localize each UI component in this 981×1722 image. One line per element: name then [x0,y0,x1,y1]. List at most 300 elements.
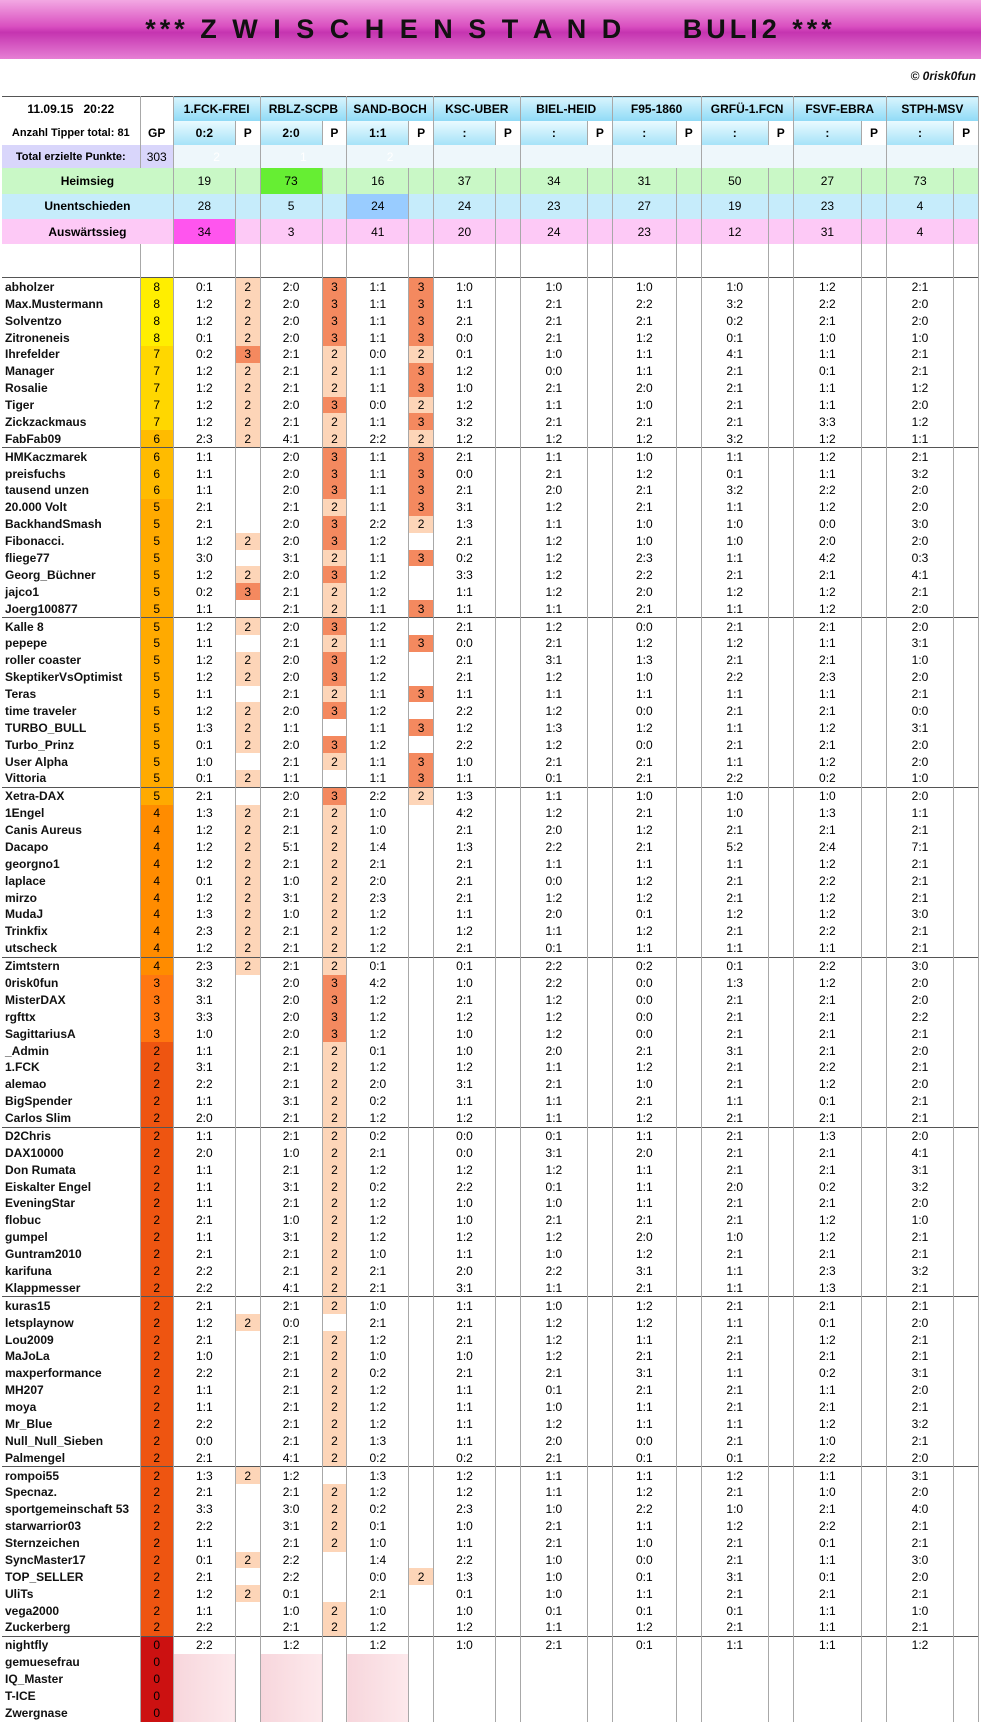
player-name: moya [2,1399,140,1416]
table-row [2,1025,979,1042]
tip-points [496,736,521,753]
tip-score: 1:2 [347,1161,409,1178]
tip-score: 2:0 [886,1042,953,1059]
tip-score: 2:1 [701,1195,768,1212]
player-gp: 3 [140,1008,173,1025]
player-name: alemao [2,1076,140,1093]
tip-points [409,583,434,600]
tip-points [676,787,701,804]
tip-score: 1:2 [173,566,235,583]
tip-points [862,1314,887,1331]
player-gp: 2 [140,1297,173,1314]
tip-score: 2:0 [612,1229,676,1246]
tip-score: 2:0 [793,533,862,550]
tip-points [862,1467,887,1484]
tip-points [768,1552,793,1569]
tip-points [496,957,521,974]
tendency-h-1: 73 [260,168,322,193]
tip-points [496,975,521,992]
tip-points [409,1127,434,1144]
tip-score: 3:3 [433,566,495,583]
tip-score: 2:0 [886,1076,953,1093]
tip-score: 2:2 [701,669,768,686]
tip-points [768,940,793,957]
tip-points [496,465,521,482]
tip-score: 2:1 [260,1059,322,1076]
tip-points: 2 [235,295,260,312]
table-row [2,1263,979,1280]
tendency-gap [322,219,347,244]
tip-points [235,1059,260,1076]
tip-points [862,1704,887,1722]
tip-score: 2:0 [886,1449,953,1466]
tip-score: 1:2 [701,1518,768,1535]
tip-points [862,1110,887,1127]
tip-points: 2 [322,1331,347,1348]
player-gp: 6 [140,430,173,447]
tip-score: 0:2 [793,1365,862,1382]
table-row [2,380,979,397]
tip-points [409,991,434,1008]
tip-points [676,805,701,822]
player-name: letsplaynow [2,1314,140,1331]
tip-points [768,1331,793,1348]
tip-points [235,465,260,482]
tip-points [409,1415,434,1432]
tip-score: 2:1 [260,1195,322,1212]
match-points-4 [520,145,612,168]
player-name: Specnaz. [2,1484,140,1501]
tip-points [322,1568,347,1585]
tip-score [520,1654,587,1671]
tip-points: 2 [322,1518,347,1535]
tip-score: 3:1 [886,719,953,736]
tip-score: 1:1 [433,906,495,923]
tip-points [862,719,887,736]
tendency-gap [768,168,793,193]
tip-points [409,957,434,974]
tip-points [588,1348,613,1365]
tip-points [768,1178,793,1195]
tip-score: 4:1 [260,430,322,447]
tip-score: 1:2 [520,1229,587,1246]
tip-points [235,1704,260,1722]
tip-score: 0:1 [433,957,495,974]
tip-points: 3 [322,516,347,533]
tip-points: 3 [322,1008,347,1025]
tip-points [588,991,613,1008]
tip-score: 2:1 [701,991,768,1008]
tip-points [588,736,613,753]
tip-points: 2 [322,1279,347,1296]
tip-score: 3:0 [886,957,953,974]
tip-score: 2:1 [612,1382,676,1399]
tip-score: 2:1 [347,855,409,872]
tip-score: 1:0 [433,753,495,770]
tip-points [862,1552,887,1569]
tip-score: 1:2 [520,1348,587,1365]
tendency-h-7: 27 [793,168,862,193]
tip-score: 1:0 [612,787,676,804]
tip-points [768,1415,793,1432]
tip-points [588,550,613,567]
tip-score: 2:1 [612,839,676,856]
tip-points [676,770,701,787]
player-gp: 2 [140,1382,173,1399]
tip-points [235,1297,260,1314]
tip-points [768,295,793,312]
tip-points [588,499,613,516]
tendency-gap [322,194,347,219]
tip-score: 1:1 [433,1093,495,1110]
tip-score: 1:1 [701,686,768,703]
tip-score: 0:0 [886,702,953,719]
player-gp: 7 [140,397,173,414]
tip-points [676,940,701,957]
player-name: Manager [2,363,140,380]
tip-score: 1:3 [701,975,768,992]
tip-points [768,583,793,600]
match-header-3: KSC-UBER [433,97,520,121]
tip-score: 1:1 [173,1535,235,1552]
tip-points: 2 [322,753,347,770]
tip-score: 1:2 [347,618,409,635]
tip-score: 1:2 [173,940,235,957]
player-name: MisterDAX [2,991,140,1008]
tip-points: 2 [322,940,347,957]
tip-points [588,1688,613,1705]
tip-points [588,516,613,533]
tip-points [768,1229,793,1246]
tip-score: 2:0 [612,1144,676,1161]
player-name: flobuc [2,1212,140,1229]
tip-points [409,736,434,753]
tip-points [768,1654,793,1671]
tip-points [322,719,347,736]
tip-points [588,1535,613,1552]
tip-score [612,1654,676,1671]
player-gp: 5 [140,533,173,550]
tip-score: 2:1 [701,1297,768,1314]
table-row [2,1348,979,1365]
table-row [2,1195,979,1212]
tip-score: 2:1 [793,1008,862,1025]
tip-points [496,1365,521,1382]
tip-score: 3:1 [260,1229,322,1246]
tip-score: 0:2 [347,1178,409,1195]
tip-score: 2:1 [612,413,676,430]
tip-score: 2:0 [260,312,322,329]
tip-points [954,1518,979,1535]
tip-score: 1:2 [347,1212,409,1229]
tip-points [322,1467,347,1484]
tendency-gap [496,168,521,193]
tip-score: 1:1 [173,1399,235,1416]
tip-score: 1:1 [173,686,235,703]
player-gp: 2 [140,1246,173,1263]
tip-score: 1:1 [173,448,235,465]
tip-points [409,1178,434,1195]
match-result-2: 1:1 [347,121,409,145]
tip-points: 2 [322,583,347,600]
tip-points [768,1076,793,1093]
tip-score: 1:1 [173,635,235,652]
tip-score: 2:1 [260,1161,322,1178]
tip-points [235,635,260,652]
tip-score: 2:1 [701,1432,768,1449]
player-gp: 5 [140,787,173,804]
tip-score: 2:1 [260,1348,322,1365]
player-gp: 2 [140,1518,173,1535]
tip-score: 2:0 [520,1042,587,1059]
tip-score: 2:2 [433,1178,495,1195]
tip-score [886,1671,953,1688]
tip-score: 1:2 [347,1025,409,1042]
tip-points [235,1449,260,1466]
match-points-8 [886,145,978,168]
tip-score: 0:1 [701,1602,768,1619]
tendency-a-0: 34 [173,219,235,244]
tip-score: 1:2 [520,669,587,686]
tip-points: 2 [322,1399,347,1416]
spacer [140,244,173,278]
tip-points [954,1399,979,1416]
tip-points: 2 [322,805,347,822]
table-row [2,329,979,346]
tip-points: 2 [322,1535,347,1552]
tip-points [768,413,793,430]
player-name: Klappmesser [2,1279,140,1296]
table-row [2,1110,979,1127]
tip-score: 1:1 [347,363,409,380]
table-row [2,550,979,567]
tip-score: 1:2 [433,397,495,414]
tip-points [409,940,434,957]
tip-score: 1:2 [347,1110,409,1127]
tip-score: 2:1 [520,329,587,346]
tip-points [588,1246,613,1263]
tip-points [862,1518,887,1535]
table-row [2,1279,979,1296]
tip-points [676,533,701,550]
tip-points [768,1042,793,1059]
tendency-u-0: 28 [173,194,235,219]
tip-points [862,1415,887,1432]
tip-points [954,1025,979,1042]
tendency-label: Auswärtssieg [2,219,173,244]
tip-score: 1:2 [793,430,862,447]
tip-points: 2 [322,1297,347,1314]
tip-points [954,465,979,482]
tip-score: 2:2 [612,295,676,312]
table-row [2,1365,979,1382]
tip-points: 2 [235,413,260,430]
tip-points [768,1110,793,1127]
tip-points: 3 [409,329,434,346]
tip-points [676,413,701,430]
tip-points [768,787,793,804]
tip-points [676,1399,701,1416]
player-gp: 7 [140,363,173,380]
tip-score: 1:3 [433,1568,495,1585]
tip-score: 1:1 [520,516,587,533]
table-row [2,1382,979,1399]
tip-points: 2 [322,839,347,856]
tip-points [409,1076,434,1093]
tip-score: 1:1 [347,635,409,652]
p-header: P [862,121,887,145]
tip-score: 3:1 [433,1279,495,1296]
tip-score: 2:1 [886,1229,953,1246]
tip-score: 3:2 [701,295,768,312]
tip-score [793,1704,862,1722]
tip-score: 2:1 [701,1619,768,1636]
tip-score: 1:1 [520,1110,587,1127]
tip-points [768,1688,793,1705]
tip-score: 1:1 [612,1331,676,1348]
player-gp: 7 [140,380,173,397]
spacer [954,244,979,278]
match-header-5: F95-1860 [612,97,701,121]
tip-score: 0:1 [520,1178,587,1195]
tip-score: 1:2 [520,736,587,753]
tip-score: 2:1 [701,413,768,430]
spacer [588,244,613,278]
tendency-h-6: 50 [701,168,768,193]
tip-points: 3 [409,465,434,482]
tip-score: 2:0 [260,669,322,686]
tip-points [862,312,887,329]
table-row [2,957,979,974]
player-gp: 2 [140,1602,173,1619]
tip-score [612,1688,676,1705]
tip-score: 0:2 [347,1501,409,1518]
tip-points: 2 [322,1348,347,1365]
tip-points [862,991,887,1008]
spacer [322,244,347,278]
table-row [2,1093,979,1110]
table-row [2,855,979,872]
tip-points [409,1144,434,1161]
page-title: *** Z W I S C H E N S T A N D BULI2 *** [145,14,836,44]
player-gp: 2 [140,1467,173,1484]
player-gp: 8 [140,329,173,346]
tip-points [235,516,260,533]
tip-points [496,1246,521,1263]
tip-score: 1:2 [701,635,768,652]
tip-points [588,1484,613,1501]
table-row [2,872,979,889]
tip-points: 3 [322,448,347,465]
tip-score: 2:1 [886,1297,953,1314]
tip-points [768,652,793,669]
tendency-u-8: 4 [886,194,953,219]
tip-points [768,1382,793,1399]
tip-score: 2:0 [173,1144,235,1161]
tip-score: 1:1 [433,1535,495,1552]
match-header-0: 1.FCK-FREI [173,97,260,121]
tip-score: 2:0 [520,482,587,499]
tip-score: 2:2 [173,1619,235,1636]
player-gp: 4 [140,839,173,856]
tip-points [235,1263,260,1280]
tip-points [496,1008,521,1025]
tip-points [235,1382,260,1399]
tip-score: 0:1 [520,770,587,787]
tip-points [409,1025,434,1042]
tip-points [409,1348,434,1365]
table-row [2,770,979,787]
tip-points [954,278,979,295]
tendency-u-6: 19 [701,194,768,219]
tip-score: 2:1 [433,855,495,872]
tip-score [701,1704,768,1722]
tip-score: 1:0 [433,1636,495,1653]
tip-points [588,1127,613,1144]
tip-score: 2:0 [260,465,322,482]
tip-score: 3:1 [886,1365,953,1382]
tendency-gap [496,219,521,244]
table-row [2,533,979,550]
tip-score: 1:1 [520,1279,587,1296]
player-name: 1Engel [2,805,140,822]
tip-score: 0:1 [347,1518,409,1535]
tip-score: 1:3 [793,1279,862,1296]
tip-points [588,1314,613,1331]
tip-score: 2:1 [701,1246,768,1263]
tip-points [496,600,521,617]
player-name: _Admin [2,1042,140,1059]
tip-points [588,1025,613,1042]
tip-points [588,1382,613,1399]
table-row [2,702,979,719]
tip-score: 1:2 [347,923,409,940]
tip-score: 2:1 [433,618,495,635]
tip-points [954,1042,979,1059]
table-row [2,1501,979,1518]
tip-score: 2:1 [173,1246,235,1263]
tip-score: 0:2 [347,1365,409,1382]
tip-points [862,1365,887,1382]
player-gp: 2 [140,1161,173,1178]
tip-points [496,1297,521,1314]
tip-score: 2:1 [433,872,495,889]
tip-points [676,652,701,669]
tip-points [588,805,613,822]
tip-score: 0:0 [612,1008,676,1025]
tip-score: 1:2 [520,889,587,906]
tip-points [322,1671,347,1688]
tip-score: 0:0 [612,618,676,635]
player-name: Zimtstern [2,957,140,974]
tip-score: 1:2 [433,430,495,447]
tip-points [496,1025,521,1042]
tip-points [768,363,793,380]
tip-points: 2 [322,1432,347,1449]
tip-score: 2:1 [347,1585,409,1602]
tip-score: 1:1 [520,1059,587,1076]
tip-points [588,1110,613,1127]
player-gp: 2 [140,1535,173,1552]
tip-points [676,1144,701,1161]
tip-points [862,1042,887,1059]
tip-points [954,652,979,669]
player-gp: 0 [140,1704,173,1722]
tip-points [409,855,434,872]
tip-points: 3 [322,312,347,329]
tip-score: 1:2 [520,550,587,567]
tip-points [409,618,434,635]
